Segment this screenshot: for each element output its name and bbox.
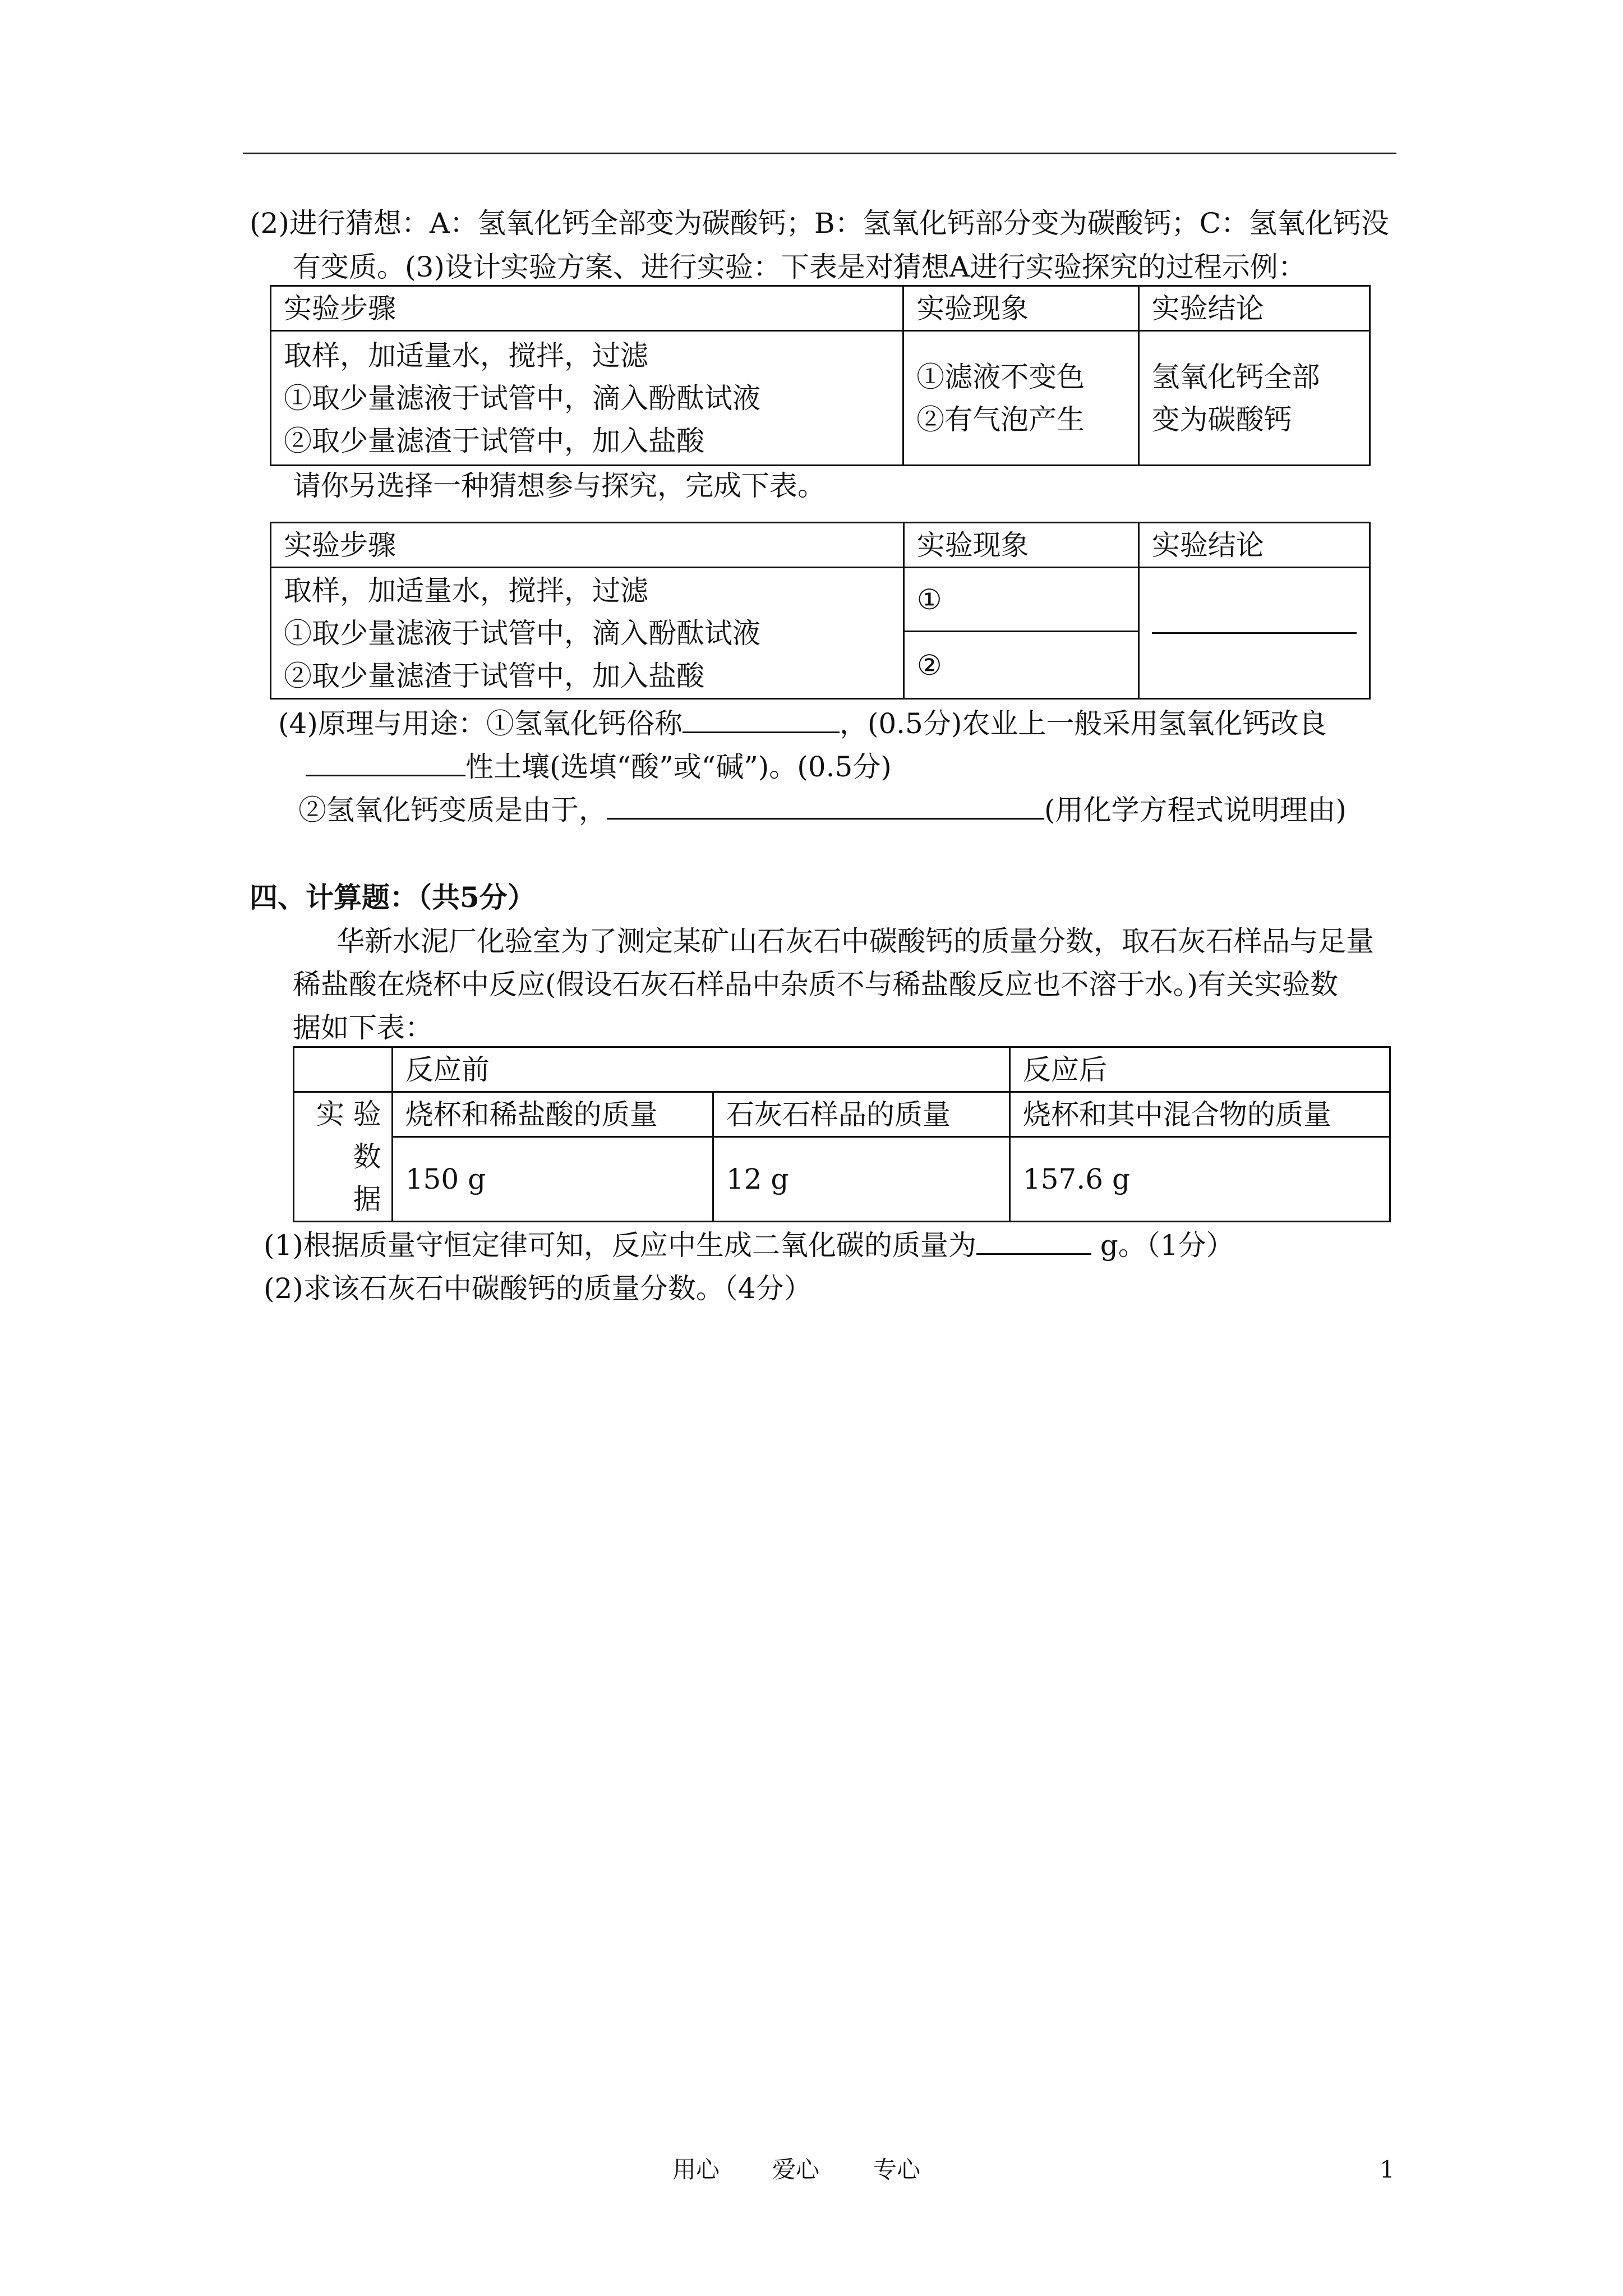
footer-motto-2: 爱心 [772,2156,820,2183]
answer-blank [976,1228,1091,1255]
value-cell: 157.6 g [1009,1137,1390,1222]
q2-line-1: (2)进行猜想：A：氢氧化钙全部变为碳酸钙；B：氢氧化钙部分变为碳酸钙；C：氢氧化钙没 [250,207,1389,240]
phenomenon-text: ②有气泡产生 [916,403,1085,436]
value-cell: 12 g [713,1137,1009,1222]
step-text: 取样，加适量水，搅拌，过滤 [284,339,648,372]
step-text: ②取少量滤渣于试管中，加入盐酸 [284,424,704,457]
header-phenomena: 实验现象 [903,286,1138,331]
header-phenomena: 实验现象 [903,523,1138,568]
header-conclusion: 实验结论 [1138,286,1370,331]
row-label-cell [294,1092,393,1222]
sub-question-1-end: g。（1分） [1100,1229,1234,1262]
answer-blank [306,750,465,776]
q4-line-2 [306,750,892,784]
conclusion-blank [1152,632,1357,634]
phenomena-cell [903,331,1138,466]
section-four-para-3: 据如下表： [293,1011,433,1044]
answer-blank [683,707,840,733]
section-four-para-1: 华新水泥厂化验室为了测定某矿山石灰石中碳酸钙的质量分数，取石灰石样品与足量 [336,925,1374,958]
row-label-text: 实 验 [316,1098,381,1130]
example-experiment-table [270,285,1371,466]
header-steps: 实验步骤 [271,286,903,331]
conclusion-answer-cell [1138,568,1370,699]
row-label-text: 数 [353,1140,381,1173]
blank-corner-cell [294,1047,393,1092]
page-number: 1 [1380,2156,1395,2183]
phenomenon-answer-cell-1: ① [903,568,1138,632]
step-text: ①取少量滤液于试管中，滴入酚酞试液 [284,616,760,650]
after-reaction-header: 反应后 [1009,1047,1390,1092]
phenomenon-text: ①滤液不变色 [916,360,1085,393]
q4-line-3-start: ②氢氧化钙变质是由于， [298,794,607,826]
phenomenon-answer-cell-2: ② [903,632,1138,699]
q2-line-2: 有变质。(3)设计实验方案、进行实验：下表是对猜想A进行实验探究的过程示例： [293,251,1306,283]
column-header: 烧杯和其中混合物的质量 [1009,1092,1390,1137]
instruction-text: 请你另选择一种猜想参与探究，完成下表。 [293,470,826,502]
value-cell: 150 g [392,1137,713,1222]
sub-question-1-start: (1)根据质量守恒定律可知，反应中生成二氧化碳的质量为 [264,1229,976,1262]
section-four-para-2: 稀盐酸在烧杯中反应(假设石灰石样品中杂质不与稀盐酸反应也不溶于水。)有关实验数 [293,968,1339,1001]
section-four-title: 四、计算题：（共5分） [250,881,536,914]
steps-cell [271,568,904,699]
equation-blank [607,793,1044,820]
sub-question-1 [264,1228,1234,1262]
header-steps: 实验步骤 [271,523,904,568]
step-text: ①取少量滤液于试管中，滴入酚酞试液 [284,381,760,415]
column-header: 烧杯和稀盐酸的质量 [392,1092,713,1137]
q4-line-1-start: (4)原理与用途：①氢氧化钙俗称 [278,707,683,740]
step-text: ②取少量滤渣于试管中，加入盐酸 [284,659,704,692]
conclusion-text: 氢氧化钙全部 [1151,360,1320,393]
q4-line-1 [278,707,1326,740]
footer-motto-3: 专心 [873,2156,921,2183]
q4-line-3 [298,793,1347,827]
header-rule [243,153,1396,154]
sub-question-2: (2)求该石灰石中碳酸钙的质量分数。（4分） [264,1272,812,1305]
column-header: 石灰石样品的质量 [713,1092,1009,1137]
student-experiment-table [270,522,1371,700]
before-reaction-header: 反应前 [392,1047,1009,1092]
q4-line-1-end: ，(0.5分)农业上一般采用氢氧化钙改良 [839,707,1327,740]
header-conclusion: 实验结论 [1138,523,1370,568]
conclusion-text: 变为碳酸钙 [1151,403,1292,436]
q4-line-3-end: (用化学方程式说明理由) [1044,794,1347,826]
conclusion-cell [1138,331,1370,466]
experiment-data-table [293,1046,1391,1222]
row-label-text: 据 [353,1183,381,1216]
steps-cell [271,331,903,466]
step-text: 取样，加适量水，搅拌，过滤 [284,574,648,607]
footer-motto-1: 用心 [672,2156,720,2183]
q4-line-2-text: 性土壤(选填“酸”或“碱”)。(0.5分) [465,751,892,783]
